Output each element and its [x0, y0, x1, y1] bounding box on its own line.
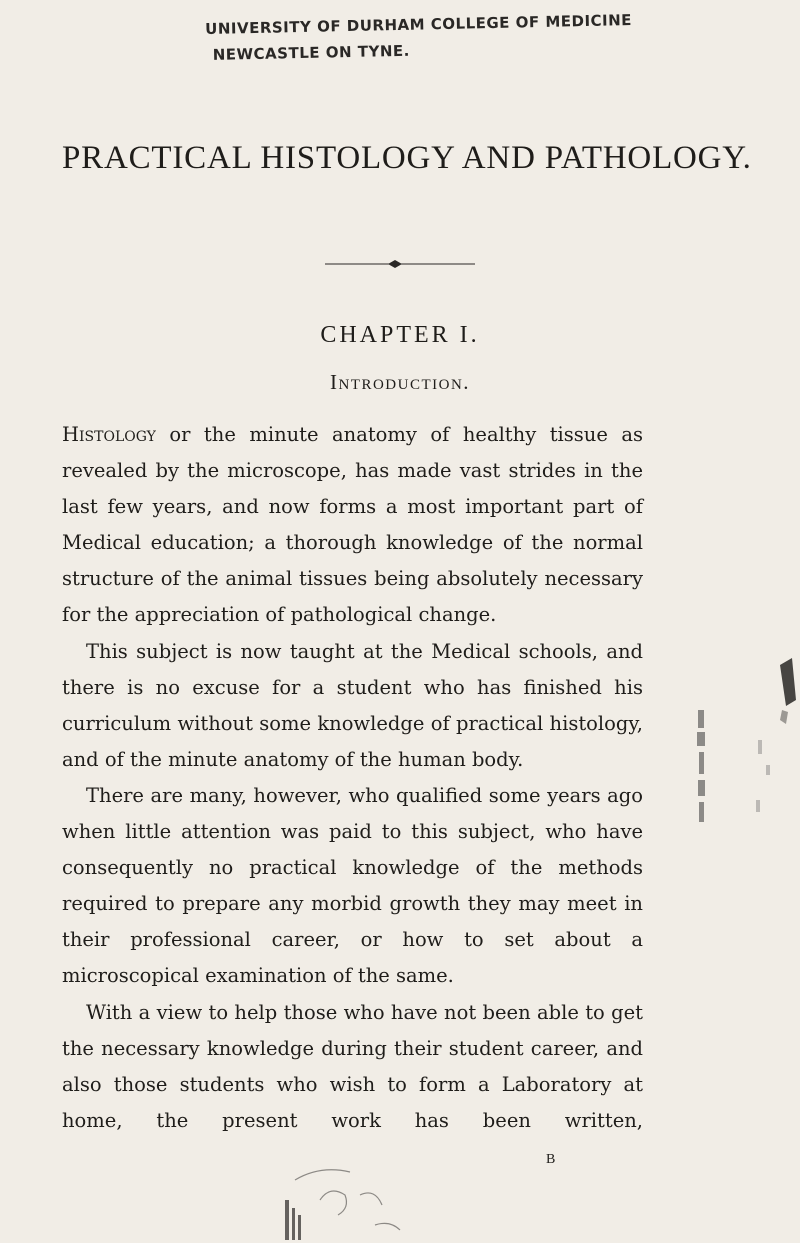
paragraph-1-lead: Histology: [62, 423, 156, 446]
paragraph-3: There are many, however, who qualified some years ago when little attention was paid to this subject, who have consequently no practical knowledge of the methods required to prepare any morbid growth they may meet in their professional career, or how to set about a microscopical examination of the same.: [62, 783, 643, 988]
signature-mark: B: [546, 1152, 556, 1167]
bottom-stamp-mark: [250, 1160, 480, 1243]
paragraph-2: This subject is now taught at the Medical schools, and there is no excuse for a student who has finished his curriculum without some knowledge of practical histology, and of the minute anatomy of the human body.: [62, 639, 643, 771]
library-stamp: [205, 11, 633, 64]
body-text: [62, 417, 643, 1139]
stamp-line-university: UNIVERSITY OF DURHAM COLLEGE OF MEDICINE: [205, 11, 633, 38]
chapter-heading: CHAPTER I.: [320, 322, 480, 348]
book-title: PRACTICAL HISTOLOGY AND PATHOLOGY.: [62, 140, 752, 176]
stamp-line-city: NEWCASTLE ON TYNE.: [212, 41, 411, 64]
paragraph-4: With a view to help those who have not been able to get the necessary knowledge during their student career, and also those students who wish to form a Laboratory at home, the present work has been written,: [62, 1000, 643, 1132]
side-stamp-mark: [640, 640, 800, 840]
paragraph-1-text: or the minute anatomy of healthy tissue as revealed by the microscope, has made vast strides in the last few years, and now forms a most important part of Medical education; a thorough knowledge of the normal structure of the animal tissues being absolutely necessary for the appreciation of pathological change.: [62, 423, 643, 627]
ornament-divider: [325, 258, 475, 270]
paragraph-1: [62, 417, 643, 634]
section-heading: Introduction.: [329, 370, 471, 394]
